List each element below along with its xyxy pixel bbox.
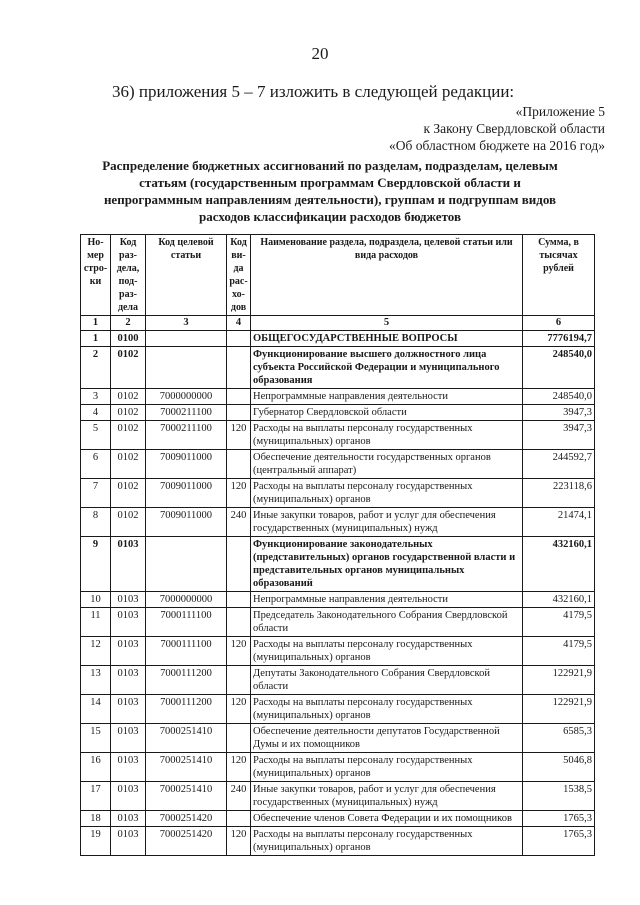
sum-cell: 248540,0	[523, 389, 595, 405]
sum-cell: 432160,1	[523, 592, 595, 608]
table-row	[81, 637, 595, 666]
target-code-cell: 7000251410	[146, 724, 227, 753]
sum-cell: 1765,3	[523, 811, 595, 827]
table-row	[81, 782, 595, 811]
name-cell: Непрограммные направления деятельности	[251, 592, 523, 608]
row-number-cell: 19	[81, 827, 111, 856]
document-title: Распределение бюджетных ассигнований по разделам, подразделам, целевым статьям (государственным программам Свердловской области и непрограммным направлениям деятельности), группам и подгруппам видов расходов классификации расходов бюджетов	[102, 158, 558, 224]
target-code-cell: 7009011000	[146, 479, 227, 508]
expense-type-cell	[227, 331, 251, 347]
expense-type-cell: 120	[227, 421, 251, 450]
header-row-number: Но-мер стро-ки	[81, 235, 111, 316]
expense-type-cell: 120	[227, 695, 251, 724]
table-row	[81, 479, 595, 508]
expense-type-cell	[227, 724, 251, 753]
name-cell: Расходы на выплаты персоналу государственных (муниципальных) органов	[251, 827, 523, 856]
table-row	[81, 724, 595, 753]
razdel-code-cell: 0103	[111, 637, 146, 666]
razdel-code-cell: 0102	[111, 421, 146, 450]
expense-type-cell: 240	[227, 508, 251, 537]
row-number-cell: 10	[81, 592, 111, 608]
name-cell: Депутаты Законодательного Собрания Свердловской области	[251, 666, 523, 695]
name-cell: Функционирование законодательных (представительных) органов государственной власти и представительных органов муниципальных образований	[251, 537, 523, 592]
table-header-row	[81, 235, 595, 316]
name-cell: Расходы на выплаты персоналу государственных (муниципальных) органов	[251, 753, 523, 782]
target-code-cell: 7000111200	[146, 666, 227, 695]
sum-cell: 3947,3	[523, 421, 595, 450]
razdel-code-cell: 0102	[111, 405, 146, 421]
name-cell: Расходы на выплаты персоналу государственных (муниципальных) органов	[251, 421, 523, 450]
expense-type-cell	[227, 811, 251, 827]
sum-cell: 5046,8	[523, 753, 595, 782]
target-code-cell: 7000211100	[146, 405, 227, 421]
table-row	[81, 421, 595, 450]
expense-type-cell	[227, 592, 251, 608]
sum-cell: 1538,5	[523, 782, 595, 811]
expense-type-cell: 120	[227, 637, 251, 666]
table-row	[81, 508, 595, 537]
razdel-code-cell: 0103	[111, 608, 146, 637]
target-code-cell	[146, 331, 227, 347]
table-row	[81, 592, 595, 608]
intro-text: 36) приложения 5 – 7 изложить в следующей редакции:	[112, 82, 515, 101]
column-number: 5	[251, 316, 523, 331]
razdel-code-cell: 0103	[111, 666, 146, 695]
expense-type-cell: 240	[227, 782, 251, 811]
sum-cell: 4179,5	[523, 637, 595, 666]
row-number-cell: 16	[81, 753, 111, 782]
sum-cell: 21474,1	[523, 508, 595, 537]
expense-type-cell	[227, 450, 251, 479]
appendix-line-2: к Закону Свердловской области	[423, 121, 605, 136]
row-number-cell: 4	[81, 405, 111, 421]
expense-type-cell: 120	[227, 753, 251, 782]
name-cell: Обеспечение деятельности депутатов Государственной Думы и их помощников	[251, 724, 523, 753]
name-cell: Функционирование высшего должностного лица субъекта Российской Федерации и муниципального образования	[251, 347, 523, 389]
row-number-cell: 13	[81, 666, 111, 695]
name-cell: Расходы на выплаты персоналу государственных (муниципальных) органов	[251, 637, 523, 666]
target-code-cell: 7000251410	[146, 753, 227, 782]
sum-cell: 3947,3	[523, 405, 595, 421]
table-row	[81, 450, 595, 479]
razdel-code-cell: 0100	[111, 331, 146, 347]
expense-type-cell	[227, 537, 251, 592]
sum-cell: 6585,3	[523, 724, 595, 753]
sum-cell: 223118,6	[523, 479, 595, 508]
razdel-code-cell: 0103	[111, 827, 146, 856]
target-code-cell: 7000111100	[146, 608, 227, 637]
name-cell: Обеспечение членов Совета Федерации и их помощников	[251, 811, 523, 827]
table-row	[81, 347, 595, 389]
appendix-line-3: «Об областном бюджете на 2016 год»	[389, 138, 605, 153]
sum-cell: 244592,7	[523, 450, 595, 479]
table-row	[81, 695, 595, 724]
expense-type-cell: 120	[227, 479, 251, 508]
razdel-code-cell: 0103	[111, 753, 146, 782]
target-code-cell: 7000251420	[146, 811, 227, 827]
target-code-cell: 7000251410	[146, 782, 227, 811]
name-cell: Иные закупки товаров, работ и услуг для обеспечения государственных (муниципальных) нужд	[251, 508, 523, 537]
razdel-code-cell: 0102	[111, 389, 146, 405]
expense-type-cell	[227, 608, 251, 637]
name-cell: Обеспечение деятельности государственных органов (центральный аппарат)	[251, 450, 523, 479]
target-code-cell: 7000111100	[146, 637, 227, 666]
row-number-cell: 12	[81, 637, 111, 666]
sum-cell: 7776194,7	[523, 331, 595, 347]
row-number-cell: 17	[81, 782, 111, 811]
sum-cell: 432160,1	[523, 537, 595, 592]
sum-cell: 122921,9	[523, 695, 595, 724]
name-cell: Председатель Законодательного Собрания Свердловской области	[251, 608, 523, 637]
header-target-code: Код целевой статьи	[146, 235, 227, 316]
row-number-cell: 7	[81, 479, 111, 508]
expense-type-cell	[227, 347, 251, 389]
name-cell: Непрограммные направления деятельности	[251, 389, 523, 405]
target-code-cell	[146, 537, 227, 592]
target-code-cell: 7000211100	[146, 421, 227, 450]
header-expense-type-code: Код ви-да рас-хо-дов	[227, 235, 251, 316]
razdel-code-cell: 0103	[111, 724, 146, 753]
header-sum: Сумма, в тысячах рублей	[523, 235, 595, 316]
razdel-code-cell: 0102	[111, 347, 146, 389]
expense-type-cell	[227, 666, 251, 695]
appendix-line-1: «Приложение 5	[515, 104, 605, 119]
target-code-cell: 7000000000	[146, 389, 227, 405]
column-number: 1	[81, 316, 111, 331]
table-row	[81, 753, 595, 782]
header-razdel-code: Код раз-дела, под-раз-дела	[111, 235, 146, 316]
target-code-cell	[146, 347, 227, 389]
target-code-cell: 7009011000	[146, 450, 227, 479]
column-number: 4	[227, 316, 251, 331]
table-row	[81, 666, 595, 695]
expense-type-cell	[227, 405, 251, 421]
name-cell: ОБЩЕГОСУДАРСТВЕННЫЕ ВОПРОСЫ	[251, 331, 523, 347]
sum-cell: 4179,5	[523, 608, 595, 637]
column-number: 6	[523, 316, 595, 331]
table-row	[81, 608, 595, 637]
sum-cell: 1765,3	[523, 827, 595, 856]
name-cell: Расходы на выплаты персоналу государственных (муниципальных) органов	[251, 695, 523, 724]
target-code-cell: 7000111200	[146, 695, 227, 724]
name-cell: Иные закупки товаров, работ и услуг для обеспечения государственных (муниципальных) нужд	[251, 782, 523, 811]
appendix-header	[389, 103, 605, 154]
row-number-cell: 14	[81, 695, 111, 724]
row-number-cell: 18	[81, 811, 111, 827]
target-code-cell: 7000000000	[146, 592, 227, 608]
razdel-code-cell: 0102	[111, 479, 146, 508]
row-number-cell: 11	[81, 608, 111, 637]
name-cell: Расходы на выплаты персоналу государственных (муниципальных) органов	[251, 479, 523, 508]
table-row	[81, 537, 595, 592]
razdel-code-cell: 0103	[111, 695, 146, 724]
table-row	[81, 405, 595, 421]
row-number-cell: 15	[81, 724, 111, 753]
budget-table	[80, 234, 595, 856]
table-row	[81, 331, 595, 347]
row-number-cell: 2	[81, 347, 111, 389]
razdel-code-cell: 0102	[111, 450, 146, 479]
razdel-code-cell: 0103	[111, 811, 146, 827]
row-number-cell: 6	[81, 450, 111, 479]
table-row	[81, 811, 595, 827]
name-cell: Губернатор Свердловской области	[251, 405, 523, 421]
row-number-cell: 9	[81, 537, 111, 592]
column-number: 3	[146, 316, 227, 331]
razdel-code-cell: 0103	[111, 537, 146, 592]
table-body	[81, 331, 595, 856]
column-number-row	[81, 316, 595, 331]
target-code-cell: 7009011000	[146, 508, 227, 537]
sum-cell: 122921,9	[523, 666, 595, 695]
table-row	[81, 389, 595, 405]
row-number-cell: 8	[81, 508, 111, 537]
row-number-cell: 1	[81, 331, 111, 347]
page-number: 20	[311, 44, 329, 63]
header-name: Наименование раздела, подраздела, целевой статьи или вида расходов	[251, 235, 523, 316]
expense-type-cell	[227, 389, 251, 405]
row-number-cell: 5	[81, 421, 111, 450]
razdel-code-cell: 0103	[111, 592, 146, 608]
row-number-cell: 3	[81, 389, 111, 405]
razdel-code-cell: 0102	[111, 508, 146, 537]
sum-cell: 248540,0	[523, 347, 595, 389]
razdel-code-cell: 0103	[111, 782, 146, 811]
column-number: 2	[111, 316, 146, 331]
target-code-cell: 7000251420	[146, 827, 227, 856]
table-row	[81, 827, 595, 856]
expense-type-cell: 120	[227, 827, 251, 856]
